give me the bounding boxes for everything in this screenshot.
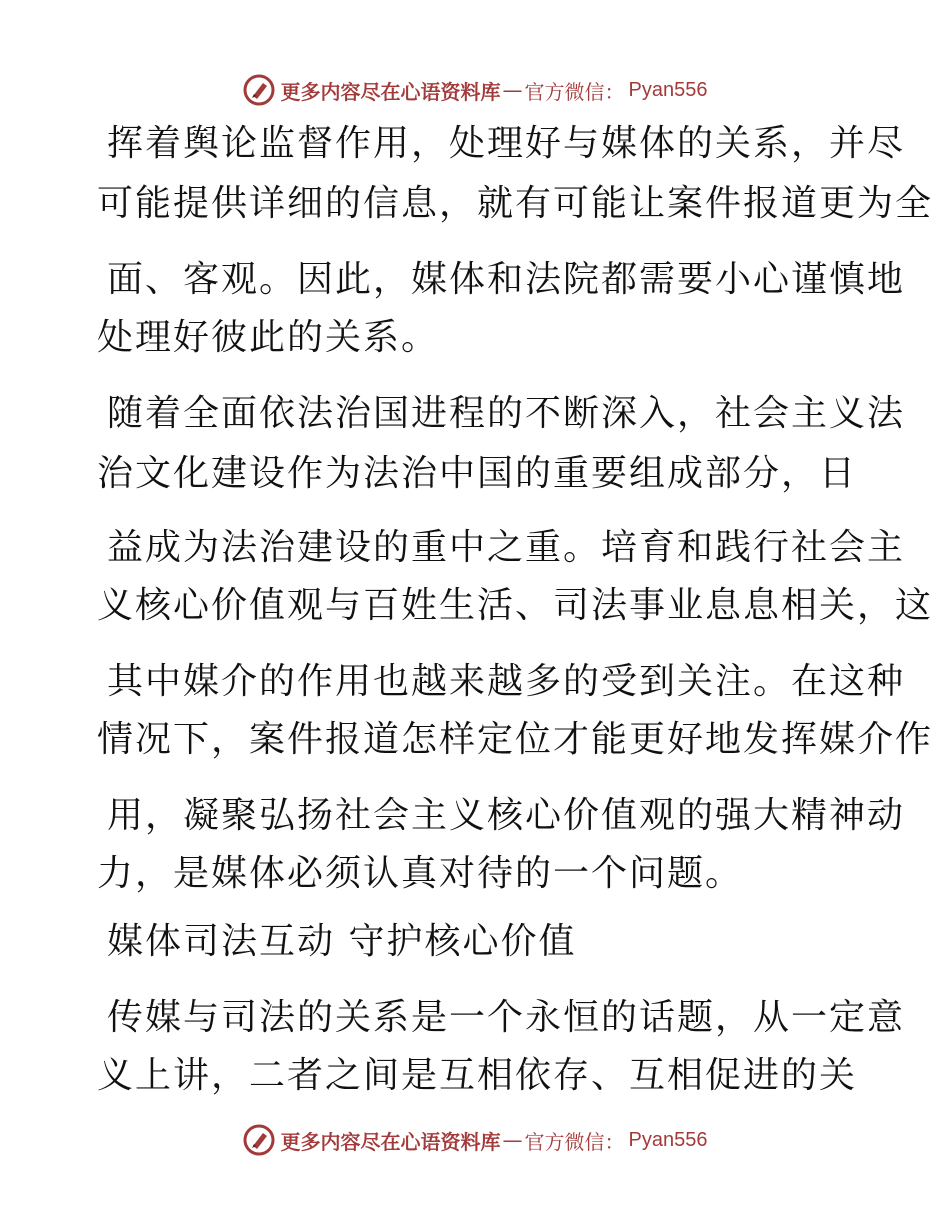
pen-logo-icon [243, 74, 275, 106]
body-line: 挥着舆论监督作用，处理好与媒体的关系，并尽 [107, 123, 906, 164]
body-line: 义核心价值观与百姓生活、司法事业息息相关，这 [97, 585, 934, 626]
body-line: 义上讲，二者之间是互相依存、互相促进的关 [97, 1055, 858, 1096]
header-wechat-id: Pyan556 [628, 78, 708, 101]
body-line: 面、客观。因此，媒体和法院都需要小心谨慎地 [107, 259, 906, 300]
body-line: 益成为法治建设的重中之重。培育和践行社会主 [107, 527, 906, 568]
section-heading: 媒体司法互动 守护核心价值 [107, 921, 577, 962]
footer-brand-text: 更多内容尽在心语资料库 [280, 1129, 501, 1154]
body-line: 力，是媒体必须认真对待的一个问题。 [97, 853, 744, 894]
header-wechat-label: 官方微信： [524, 79, 625, 104]
footer-banner [0, 1120, 950, 1160]
header-brand-text: 更多内容尽在心语资料库 [280, 79, 501, 104]
body-line: 治文化建设作为法治中国的重要组成部分，日 [97, 453, 858, 494]
body-line: 情况下，案件报道怎样定位才能更好地发挥媒介作 [97, 719, 934, 760]
body-line: 可能提供详细的信息，就有可能让案件报道更为全 [97, 183, 934, 224]
header-banner [0, 70, 950, 110]
footer-dash: — [502, 1128, 523, 1152]
header-dash: — [502, 78, 523, 102]
footer-wechat-label: 官方微信： [524, 1129, 625, 1154]
body-line: 用，凝聚弘扬社会主义核心价值观的强大精神动 [107, 795, 906, 836]
pen-logo-icon [243, 1124, 275, 1156]
footer-wechat-id: Pyan556 [628, 1128, 708, 1151]
body-line: 处理好彼此的关系。 [97, 317, 440, 358]
body-line: 传媒与司法的关系是一个永恒的话题，从一定意 [107, 997, 906, 1038]
body-line: 其中媒介的作用也越来越多的受到关注。在这种 [107, 661, 906, 702]
body-line: 随着全面依法治国进程的不断深入，社会主义法 [107, 393, 906, 434]
